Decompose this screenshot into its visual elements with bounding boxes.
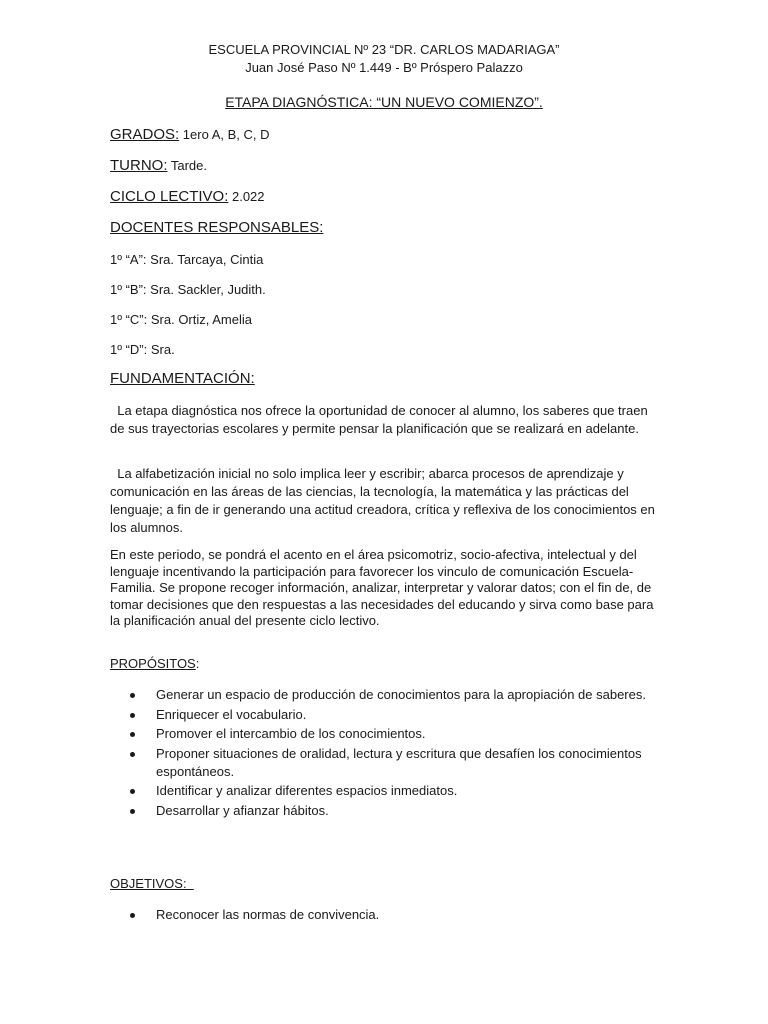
objetivos-heading-line <box>110 876 194 891</box>
list-item-text: Promover el intercambio de los conocimientos. <box>156 726 426 741</box>
propositos-list <box>110 686 650 821</box>
docentes-heading-line <box>110 219 323 237</box>
bullet-icon <box>130 713 135 718</box>
fundamentacion-paragraph-2: La alfabetización inicial no solo implica leer y escribir; abarca procesos de aprendizaje y comunicación en las áreas de las ciencias, la tecnología, la matemática y las prácticas del lenguaje; a fin de ir generando una actitud creadora, crítica y reflexiva de los conocimientos en los alumnos. <box>110 466 655 535</box>
list-item-text: Desarrollar y afianzar hábitos. <box>156 802 329 818</box>
list-item <box>110 706 650 724</box>
document-title-text: ETAPA DIAGNÓSTICA: “UN NUEVO COMIENZO”. <box>225 94 543 110</box>
fundamentacion-heading: FUNDAMENTACIÓN: <box>110 370 255 387</box>
list-item-text: Identificar y analizar diferentes espacios inmediatos. <box>156 783 458 798</box>
school-name: ESCUELA PROVINCIAL Nº 23 “DR. CARLOS MADARIAGA” <box>208 42 560 57</box>
docentes-heading: DOCENTES RESPONSABLES: <box>110 219 324 236</box>
fundamentacion-paragraph-1: La etapa diagnóstica nos ofrece la oportunidad de conocer al alumno, los saberes que traen de sus trayectorias escolares y permite pensar la planificación que se realizará en adelante. <box>110 403 648 436</box>
turno-label: TURNO: <box>110 157 168 174</box>
bullet-icon <box>130 789 135 794</box>
list-item-text: Reconocer las normas de convivencia. <box>156 907 380 922</box>
ciclo-label: CICLO LECTIVO: <box>110 188 229 205</box>
list-item <box>110 725 650 743</box>
list-item <box>110 745 650 781</box>
docente-item-c: 1º “C”: Sra. Ortiz, Amelia <box>110 312 252 327</box>
ciclo-line <box>110 188 265 206</box>
list-item <box>110 782 650 800</box>
bullet-icon <box>130 732 135 737</box>
school-address: Juan José Paso Nº 1.449 - Bº Próspero Palazzo <box>245 60 523 75</box>
fundamentacion-heading-line <box>110 370 255 388</box>
list-item-text: Generar un espacio de producción de conocimientos para la apropiación de saberes. <box>156 687 646 702</box>
grados-label: GRADOS: <box>110 126 180 143</box>
grados-line <box>110 126 270 144</box>
docente-item-b: 1º “B”: Sra. Sackler, Judith. <box>110 282 266 297</box>
grados-value: 1ero A, B, C, D <box>179 127 270 142</box>
propositos-heading: PROPÓSITOS <box>110 656 196 671</box>
docente-item-a: 1º “A”: Sra. Tarcaya, Cintia <box>110 252 264 267</box>
turno-value: Tarde. <box>167 158 208 173</box>
objetivos-heading: OBJETIVOS: <box>110 876 194 891</box>
list-item <box>110 802 650 820</box>
bullet-icon <box>130 693 135 698</box>
list-item <box>110 686 650 704</box>
propositos-colon: : <box>195 656 200 671</box>
document-title <box>0 94 768 110</box>
turno-line <box>110 157 207 175</box>
fundamentacion-paragraph-3: En este periodo, se pondrá el acento en el área psicomotriz, socio-afectiva, intelectual y del lenguaje incentivando la participación para favorecer los vinculo de comunicación Escuela-Familia. Se propone recoger información, analizar, interpretar y valorar datos; con el fin de, de tomar decisiones que den respuestas a las necesidades del educando y sirva como base para la planificación anual del presente ciclo lectivo. <box>110 547 654 628</box>
list-item <box>110 906 650 924</box>
bullet-icon <box>130 809 135 814</box>
docente-item-d: 1º “D”: Sra. <box>110 342 175 357</box>
propositos-heading-line <box>110 656 199 671</box>
ciclo-value: 2.022 <box>228 189 265 204</box>
bullet-icon <box>130 913 135 918</box>
list-item-text: Enriquecer el vocabulario. <box>156 706 307 722</box>
list-item-text: Proponer situaciones de oralidad, lectura y escritura que desafíen los conocimientos espontáneos. <box>156 745 642 779</box>
bullet-icon <box>130 752 135 757</box>
objetivos-list <box>110 906 650 926</box>
